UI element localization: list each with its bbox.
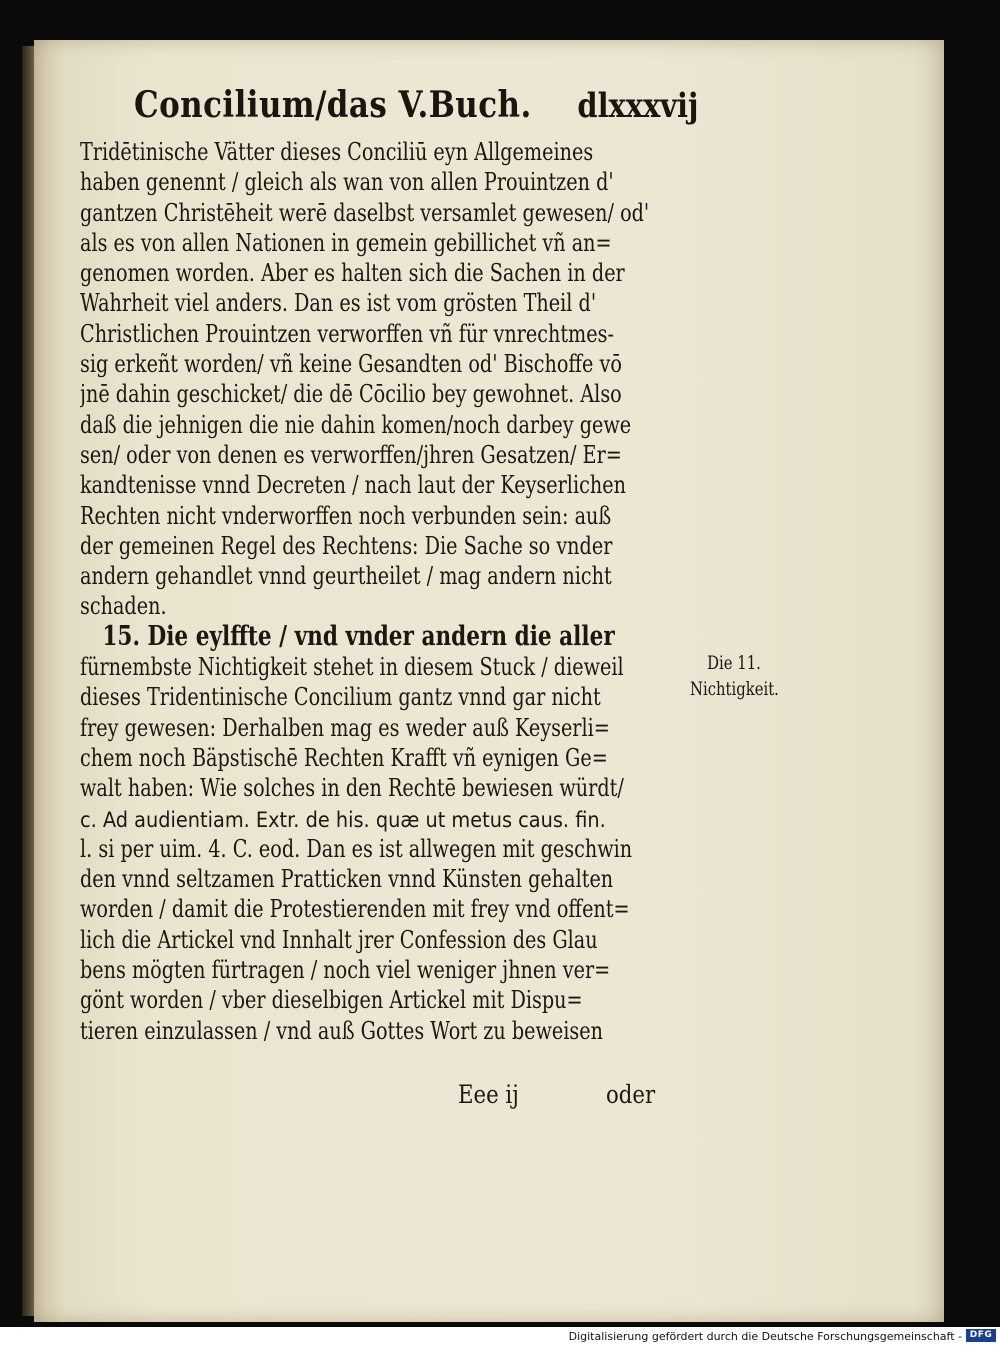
catchword: oder [606, 1080, 656, 1109]
text-line-content: fürnembste Nichtigkeit stehet in diesem Stuck / dieweil [80, 653, 624, 682]
footer-bar [0, 1327, 1000, 1345]
text-line-content: sig erkeñt worden/ vñ keine Gesandten od' Bischoffe vō [80, 350, 622, 379]
text-line-content: 15. Die eylffte / vnd vnder andern die aller [102, 621, 615, 652]
body-text [80, 137, 692, 1046]
text-line [80, 834, 692, 864]
text-line-content: bens mögten fürtragen / noch viel weniger jhnen ver= [80, 956, 611, 985]
text-line-content: haben genennt / gleich als wan von allen Prouintzen d' [80, 168, 614, 197]
marginal-note-line: Die 11. [707, 652, 761, 674]
text-line-content: Tridētinische Vätter dieses Conciliū eyn Allgemeines [80, 138, 594, 166]
text-line [80, 228, 692, 258]
text-line [80, 561, 692, 591]
text-line [80, 258, 692, 288]
running-head [104, 84, 704, 128]
text-line [80, 1016, 692, 1046]
text-line-content: als es von allen Nationen in gemein gebillichet vñ an= [80, 228, 612, 257]
text-line [80, 137, 692, 167]
text-line [80, 591, 692, 621]
text-line-content: genomen worden. Aber es halten sich die Sachen in der [80, 259, 625, 288]
text-line-content: schaden. [80, 592, 167, 621]
text-line-content: tieren einzulassen / vnd auß Gottes Wort zu beweisen [80, 1016, 604, 1045]
text-line-content: jnē dahin geschicket/ die dē Cōcilio bey gewohnet. Also [80, 380, 622, 409]
text-line [80, 501, 692, 531]
text-line-content: andern gehandlet vnnd geurtheilet / mag andern nicht [80, 562, 612, 591]
text-line-content: c. Ad audientiam. Extr. de his. quæ ut metus caus. fin. [80, 807, 606, 832]
text-line-content: Rechten nicht vnderworffen noch verbunden sein: auß [80, 501, 612, 530]
text-line-content: kandtenisse vnnd Decreten / nach laut der Keyserlichen [80, 471, 626, 500]
text-line-content: der gemeinen Regel des Rechtens: Die Sache so vnder [80, 531, 613, 560]
text-line [80, 804, 692, 834]
text-line-content: sen/ oder von denen es verworffen/jhren Gesatzen/ Er= [80, 440, 622, 469]
text-line-content: gönt worden / vber dieselbigen Artickel mit Dispu= [80, 986, 583, 1015]
text-line-content: walt haben: Wie solches in den Rechtē bewiesen würdt/ [80, 774, 624, 803]
text-line [80, 864, 692, 894]
text-line [80, 531, 692, 561]
text-line [80, 955, 692, 985]
funding-credit: Digitalisierung gefördert durch die Deutsche Forschungsgemeinschaft - [568, 1330, 962, 1343]
text-line [80, 288, 692, 318]
text-line-content: den vnnd seltzamen Pratticken vnnd Künsten gehalten [80, 865, 614, 894]
text-line [80, 773, 692, 803]
text-line [80, 410, 692, 440]
text-line [80, 349, 692, 379]
text-line-content: l. si per uim. 4. C. eod. Dan es ist allwegen mit geschwin [80, 834, 633, 863]
text-line [80, 743, 692, 773]
text-line-content: worden / damit die Protestierenden mit frey vnd offent= [80, 895, 630, 924]
text-line [80, 682, 692, 712]
text-line-content: frey gewesen: Derhalben mag es weder auß Keyserli= [80, 713, 610, 742]
text-line-content: daß die jehnigen die nie dahin komen/noch darbey gewe [80, 410, 632, 439]
text-line [80, 470, 692, 500]
catchline [440, 1080, 700, 1114]
text-line-content: Wahrheit viel anders. Dan es ist vom grösten Theil d' [80, 289, 597, 318]
folio-number: dlxxxvij [576, 86, 698, 126]
text-line [80, 713, 692, 743]
marginal-note [690, 650, 800, 702]
text-line [80, 379, 692, 409]
text-line [80, 319, 692, 349]
text-line-content: lich die Artickel vnd Innhalt jrer Confession des Glau [80, 925, 598, 954]
text-line [80, 925, 692, 955]
text-line-content: dieses Tridentinische Concilium gantz vnnd gar nicht [80, 683, 601, 712]
marginal-note-line: Nichtigkeit. [690, 678, 779, 700]
text-line [80, 652, 692, 682]
text-line [80, 622, 692, 652]
text-line [80, 167, 692, 197]
page-edge [22, 46, 34, 1316]
running-head-title: Concilium/das V.Buch. [134, 84, 532, 126]
text-line [80, 198, 692, 228]
dfg-logo: DFG [966, 1329, 996, 1342]
signature-mark: Eee ij [458, 1080, 519, 1109]
text-line-content: Christlichen Prouintzen verworffen vñ für vnrechtmes- [80, 319, 614, 348]
text-line [80, 894, 692, 924]
text-line-content: chem noch Bäpstischē Rechten Krafft vñ eynigen Ge= [80, 743, 608, 772]
text-line [80, 985, 692, 1015]
text-line-content: gantzen Christēheit werē daselbst versamlet gewesen/ od' [80, 198, 650, 227]
text-line [80, 440, 692, 470]
